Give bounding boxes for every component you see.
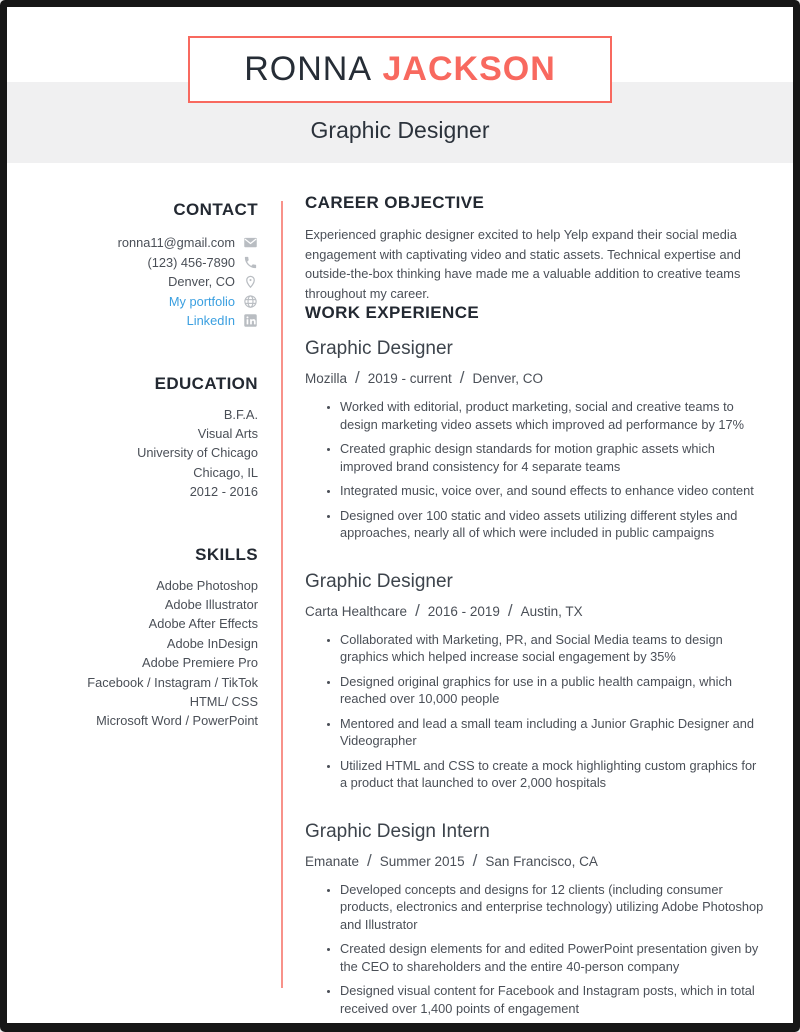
separator: / (415, 600, 420, 620)
job-bullet: • Created graphic design standards for motion graphic assets which improved brand consistency for 4 separate teams (340, 440, 765, 475)
job-title: Graphic Designer (305, 570, 453, 592)
job-company: Mozilla (305, 371, 348, 386)
skill-item: Adobe InDesign (166, 635, 258, 651)
skill-item: Adobe After Effects (148, 616, 258, 632)
contact-item-location (7, 272, 258, 292)
job-location: Denver, CO (472, 371, 544, 386)
phone-icon (243, 255, 258, 270)
job-title: Graphic Designer (305, 338, 453, 359)
job-entry (305, 821, 765, 1018)
skill-item: HTML/ CSS (189, 693, 258, 709)
education-heading: EDUCATION (154, 373, 258, 393)
sidebar (7, 193, 258, 1023)
main-column (283, 193, 793, 1023)
name-box (188, 36, 612, 103)
job-bullet: • Designed original graphics for use in a public health campaign, which reached over 10,000 people (340, 673, 765, 708)
job-meta (305, 851, 765, 871)
separator: / (367, 850, 372, 870)
location-text: Denver, CO (168, 274, 235, 290)
skills-heading: SKILLS (195, 544, 258, 564)
education-line: Chicago, IL (193, 464, 258, 480)
job-title: Graphic Design Intern (305, 820, 490, 842)
skill-item: Microsoft Word / PowerPoint (96, 713, 258, 729)
job-title-subtitle: Graphic Designer (310, 117, 490, 143)
first-name: RONNA (244, 50, 373, 88)
separator: / (459, 368, 465, 387)
job-bullet: • Collaborated with Marketing, PR, and Social Media teams to design graphics which helped increase social engagement by 35% (340, 631, 765, 666)
job-bullet-list (305, 881, 765, 1018)
job-company: Carta Healthcare (305, 603, 408, 619)
job-entry (305, 338, 765, 542)
phone-text: (123) 456-7890 (147, 254, 235, 270)
job-bullet-list (305, 398, 765, 542)
portfolio-link[interactable]: My portfolio (168, 293, 235, 309)
skill-item: Adobe Photoshop (156, 577, 258, 593)
job-bullet: • Designed visual content for Facebook and Instagram posts, which in total received over 1,400 points of engagement (340, 982, 765, 1017)
job-meta (305, 601, 765, 621)
job-bullet: • Worked with editorial, product marketing, social and creative teams to design marketing video assets which improved ad performance by 17% (340, 398, 765, 433)
last-name: JACKSON (382, 50, 556, 88)
job-entry (305, 571, 765, 792)
work-experience-heading: WORK EXPERIENCE (305, 303, 480, 322)
contact-heading: CONTACT (173, 200, 258, 219)
job-dates: 2019 - current (367, 371, 452, 386)
contact-item-portfolio[interactable] (7, 292, 258, 312)
job-location: Austin, TX (520, 603, 583, 619)
job-bullet: • Developed concepts and designs for 12 clients (including consumer products, electronics and enterprise technology) utilizing Adobe Photoshop and Illustrator (340, 881, 765, 934)
job-meta (305, 368, 765, 388)
skill-item: Facebook / Instagram / TikTok (87, 674, 258, 690)
content-area (7, 193, 793, 1023)
candidate-name (244, 50, 556, 89)
separator: / (472, 850, 478, 870)
job-bullet: • Designed over 100 static and video assets utilizing different styles and approaches, nearly all of which were included in public campaigns (340, 507, 765, 542)
education-line: Visual Arts (197, 425, 258, 441)
skill-item: Adobe Premiere Pro (142, 655, 258, 671)
envelope-icon (243, 235, 258, 250)
linkedin-icon (243, 313, 258, 328)
job-bullet: • Created design elements for and edited PowerPoint presentation given by the CEO to shareholders and the entire 40-person company (340, 940, 765, 975)
education-line: B.F.A. (223, 406, 258, 422)
job-bullet: • Mentored and lead a small team including a Junior Graphic Designer and Videographer (340, 715, 765, 750)
career-objective-text: Experienced graphic designer excited to help Yelp expand their social media engagement with captivating video and static assets. Technical expertise and outside-the-box thinking have made me a valuable addition to creative teams throughout my career. (305, 227, 741, 301)
education-line: University of Chicago (137, 445, 258, 461)
job-dates: Summer 2015 (379, 853, 465, 869)
job-company: Emanate (305, 853, 360, 869)
contact-item-email (7, 233, 258, 253)
contact-item-phone (7, 253, 258, 273)
globe-icon (243, 294, 258, 309)
email-text: ronna11@gmail.com (117, 235, 235, 251)
separator: / (355, 368, 360, 387)
education-list (7, 405, 258, 502)
job-dates: 2016 - 2019 (427, 603, 500, 619)
linkedin-link[interactable]: LinkedIn (186, 313, 235, 329)
separator: / (507, 600, 513, 620)
contact-list (7, 233, 258, 331)
location-pin-icon (243, 274, 258, 289)
job-location: San Francisco, CA (485, 853, 598, 869)
job-bullet-list (305, 631, 765, 792)
career-objective-heading: CAREER OBJECTIVE (305, 193, 485, 212)
job-bullet: • Integrated music, voice over, and sound effects to enhance video content (340, 482, 765, 500)
skill-item: Adobe Illustrator (164, 596, 258, 612)
contact-item-linkedin[interactable] (7, 311, 258, 331)
education-line: 2012 - 2016 (189, 484, 258, 500)
skills-list (7, 576, 258, 731)
job-bullet: • Utilized HTML and CSS to create a mock highlighting custom graphics for a product that launched to over 2,000 hospitals (340, 757, 765, 792)
